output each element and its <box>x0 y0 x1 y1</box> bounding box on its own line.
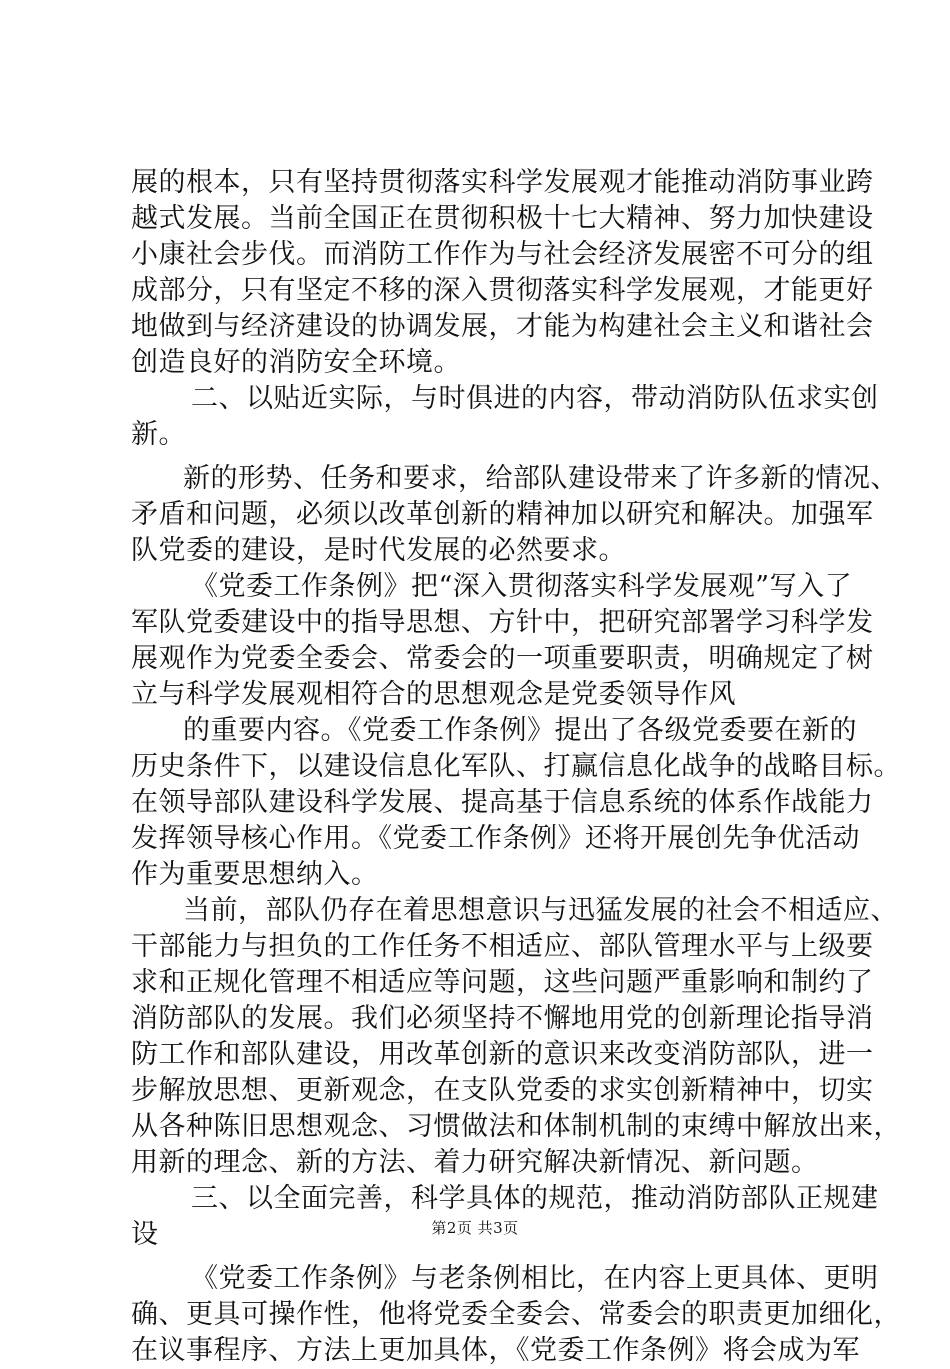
text-line: 《党委工作条例》把“深入贯彻落实科学发展观”写入了 <box>191 571 853 602</box>
text-line: 小康社会步伐。而消防工作作为与社会经济发展密不可分的组 <box>131 239 874 270</box>
text-line: 成部分，只有坚定不移的深入贯彻落实科学发展观，才能更好 <box>131 275 874 306</box>
text-line: 从各种陈旧思想观念、习惯做法和体制机制的束缚中解放出来， <box>131 1111 901 1142</box>
text-line: 防工作和部队建设，用改革创新的意识来改变消防部队，进一 <box>131 1039 874 1070</box>
text-line: 在议事程序、方法上更加具体，《党委工作条例》将会成为军 <box>131 1335 860 1366</box>
text-line: 地做到与经济建设的协调发展，才能为构建社会主义和谐社会 <box>131 311 874 342</box>
text-line: 的重要内容。《党委工作条例》提出了各级党委要在新的 <box>183 715 857 746</box>
text-line: 军队党委建设中的指导思想、方针中，把研究部署学习科学发 <box>131 607 874 638</box>
text-line: 步解放思想、更新观念，在支队党委的求实创新精神中，切实 <box>131 1075 874 1106</box>
text-line: 《党委工作条例》与老条例相比，在内容上更具体、更明 <box>191 1263 879 1294</box>
text-line: 确、更具可操作性，他将党委全委会、常委会的职责更加细化， <box>131 1299 901 1330</box>
text-line: 当前，部队仍存在着思想意识与迅猛发展的社会不相适应、 <box>183 895 898 926</box>
section-heading-line: 三、以全面完善，科学具体的规范，推动消防部队正规建 <box>191 1183 879 1214</box>
text-line: 作为重要思想纳入。 <box>131 859 379 890</box>
text-line: 展的根本，只有坚持贯彻落实科学发展观才能推动消防事业跨 <box>131 167 874 198</box>
text-line: 用新的理念、新的方法、着力研究解决新情况、新问题。 <box>131 1147 819 1178</box>
text-line: 立与科学发展观相符合的思想观念是党委领导作风 <box>131 679 736 710</box>
section-heading-line: 设 <box>131 1219 159 1250</box>
text-line: 队党委的建设，是时代发展的必然要求。 <box>131 535 626 566</box>
text-line: 越式发展。当前全国正在贯彻积极十七大精神、努力加快建设 <box>131 203 874 234</box>
text-line: 矛盾和问题，必须以改革创新的精神加以研究和解决。加强军 <box>131 499 874 530</box>
text-line: 发挥领导核心作用。《党委工作条例》还将开展创先争优活动 <box>131 823 860 854</box>
page-number-footer: 第2页 共3页 <box>431 1219 519 1237</box>
section-heading-line: 二、以贴近实际，与时俱进的内容，带动消防队伍求实创 <box>191 383 879 414</box>
document-body <box>131 165 901 1369</box>
text-line: 干部能力与担负的工作任务不相适应、部队管理水平与上级要 <box>131 931 874 962</box>
text-line: 在领导部队建设科学发展、提高基于信息系统的体系作战能力 <box>131 787 874 818</box>
text-line: 展观作为党委全委会、常委会的一项重要职责，明确规定了树 <box>131 643 874 674</box>
text-line: 求和正规化管理不相适应等问题，这些问题严重影响和制约了 <box>131 967 874 998</box>
text-line: 消防部队的发展。我们必须坚持不懈地用党的创新理论指导消 <box>131 1003 874 1034</box>
text-line: 历史条件下，以建设信息化军队、打赢信息化战争的战略目标。 <box>131 751 901 782</box>
text-line: 创造良好的消防安全环境。 <box>131 347 461 378</box>
section-heading-line: 新。 <box>131 419 186 450</box>
text-line: 新的形势、任务和要求，给部队建设带来了许多新的情况、 <box>183 463 898 494</box>
